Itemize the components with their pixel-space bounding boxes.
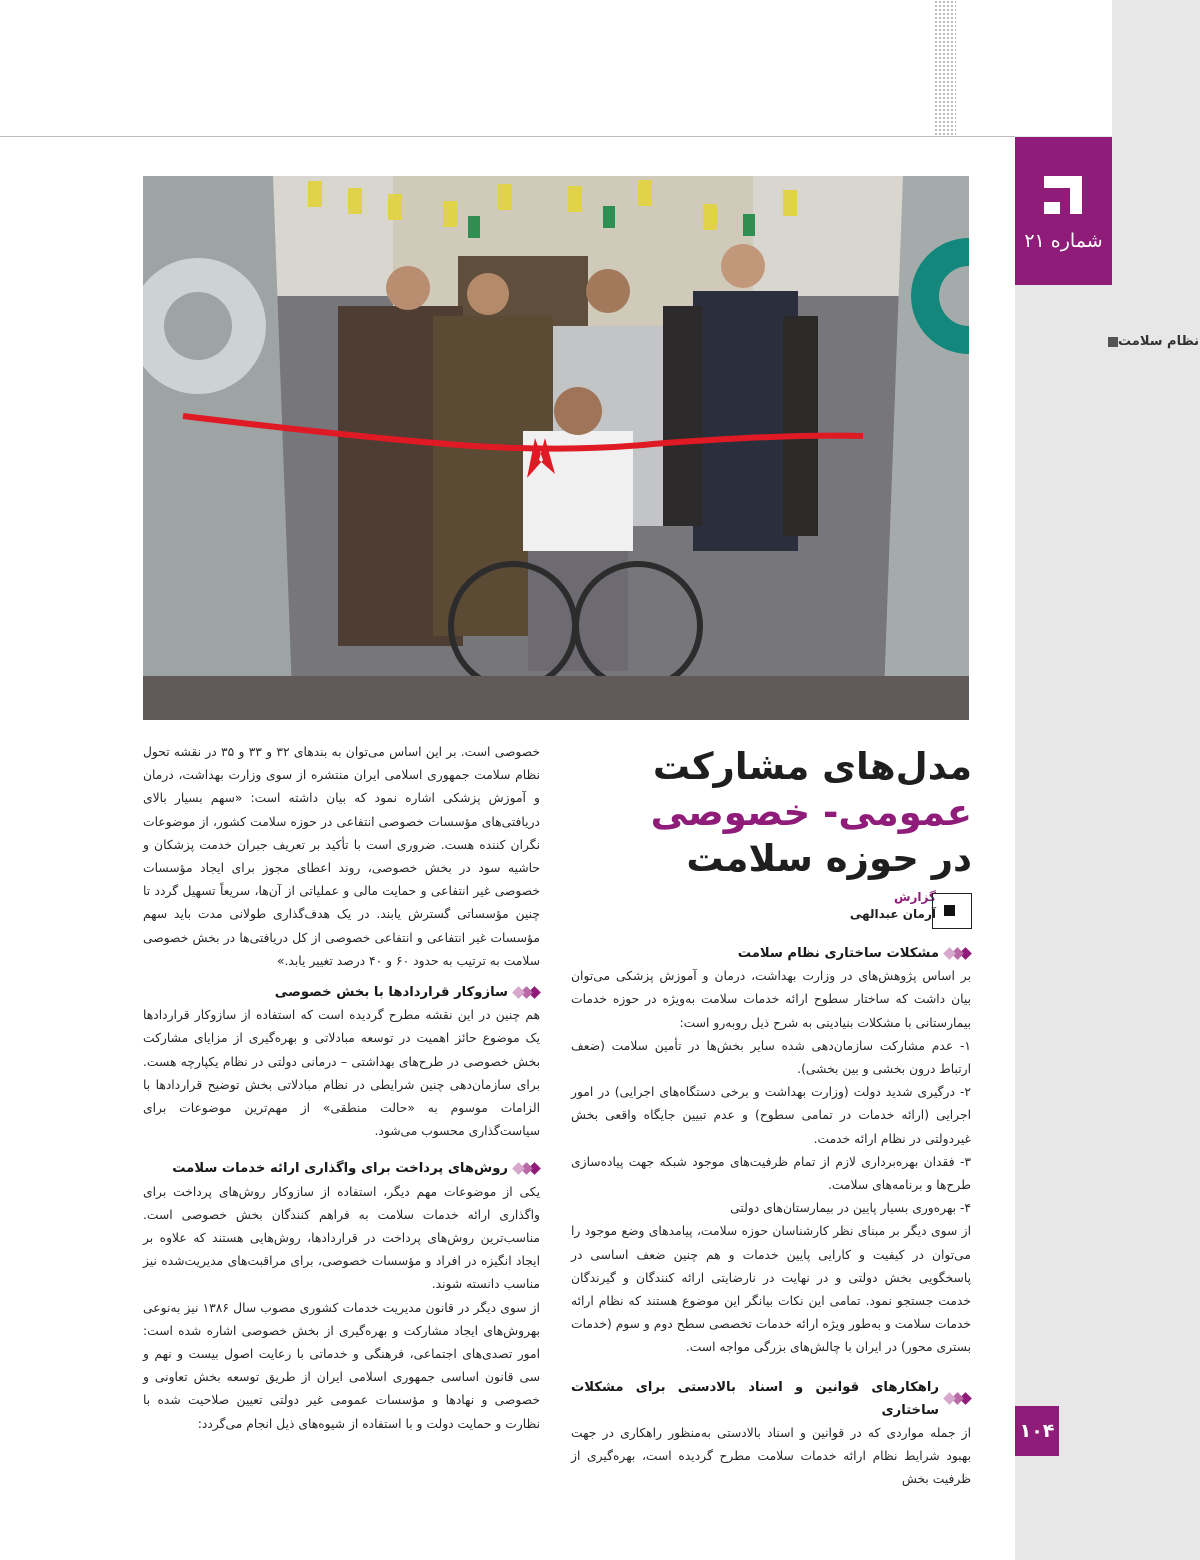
section-heading [571,1376,971,1422]
title-line-3: در حوزه سلامت [686,837,972,880]
diamond-bullet-icon [945,947,971,961]
body-paragraph: یکی از موضوعات مهم دیگر، استفاده از سازوکار روش‌های پرداخت برای واگذاری ارائه خدمات سلامت به فراهم کنندگان بخش خصوصی است. مناسب‌ترین روش‌های پرداخت در قراردادها، روش‌هایی هستند که علاوه بر ایجاد انگیزه در افراد و مؤسسات خصوصی، برای مراقبت‌های مدیریت‌شده نیز مناسب دانسته شوند. [143,1184,540,1292]
brand-corner [1015,0,1112,136]
list-item: ۳- فقدان بهره‌برداری لازم از تمام ظرفیت‌های موجود شبکه جهت پیاده‌سازی طرح‌ها و برنامه‌های سلامت. [571,1154,971,1193]
section-heading-text: راهکارهای قوانین و اسناد بالادستی برای مشکلات ساختاری [571,1379,939,1418]
diamond-bullet-icon [514,986,540,1000]
body-paragraph: از سوی دیگر در قانون مدیریت خدمات کشوری مصوب سال ۱۳۸۶ نیز به‌نوعی بهروش‌های ایجاد مشارکت و بهره‌گیری از بخش خصوصی اشاره شده است: امور تصدی‌های اجتماعی، فرهنگی و خدماتی با رعایت اصول بیست و نهم و سی قانون اساسی جمهوری اسلامی ایران از طریق توسعه بخش تعاونی و خصوصی و نهادها و مؤسسات عمومی غیر دولتی تعیین صلاحیت شده با نظارت و حمایت دولت و با استفاده از شیوه‌های ذیل انجام می‌گردد: [143,1300,540,1431]
square-bullet-icon [944,905,955,916]
body-paragraph: از سوی دیگر بر مبنای نظر کارشناسان حوزه سلامت، پیامدهای وضع موجود را می‌توان در کیفیت و کارایی پایین خدمات و هم چنین ضعف اساسی در پاسخگویی بخش دولتی و در نهایت در نارضایتی ارائه کنندگان و گیرندگان خدمت جستجو نمود. تمامی این نکات بیانگر این موضوع هستند که نظام ارائه خدمات سلامت و به‌طور ویژه ارائه خدمات تخصصی سطح دوم و سوم (خدمات بستری محور) در ایران با چالش‌های بزرگی مواجه است. [571,1224,971,1355]
body-paragraph: هم چنین در این نقشه مطرح گردیده است که استفاده از سازوکار قراردادها یک موضوع حائز اهمیت در توسعه مبادلاتی و بهره‌گیری از مزایای مشارکت بخش خصوصی در طرح‌های بهداشتی – درمانی دولتی در نظام یکپارچه هست. برای سازمان‌دهی چنین شرایطی در نظام مبادلاتی بخش توضیح قراردادها با الزامات موسوم به «حالت منطقی» از مهم‌ترین موضوعات برای سیاست‌گذاری محسوب می‌شود. [143,1008,540,1139]
byline [850,890,936,921]
page-number: ۱۰۴ [1015,1406,1059,1456]
diamond-bullet-icon [514,1162,540,1176]
article-kind: گزارش [893,890,936,904]
body-paragraph: از جمله مواردی که در قوانین و اسناد بالادستی به‌منظور راهکاری در جهت بهبود شرایط نظام ارائه خدمات سلامت مطرح گردیده است، بهره‌گیری از ظرفیت بخش [571,1426,971,1487]
top-rule [0,136,1015,137]
article-title [572,744,972,882]
section-heading-text: مشکلات ساختاری نظام سلامت [737,946,939,961]
issue-number: شماره ۲۱ [1024,230,1103,252]
dotted-ornament [934,0,956,136]
section-heading [143,981,540,1004]
author-name: آرمان عبدالهی [849,907,936,921]
body-paragraph: بر اساس پژوهش‌های در وزارت بهداشت، درمان و آموزش پزشکی می‌توان بیان داشت که ساختار سطوح ارائه خدمات سلامت به‌ویژه در حوزه خدمات بیمارستانی با مشکلات بنیادینی به شرح ذیل روبه‌رو است: [571,969,971,1030]
list-item: ۴- بهره‌وری بسیار پایین در بیمارستان‌های دولتی [730,1201,971,1216]
section-heading [571,942,971,965]
byline-box [932,893,972,929]
section-label-text: نظام سلامت [1118,334,1199,349]
diamond-bullet-icon [945,1392,971,1406]
list-item: ۲- درگیری شدید دولت (وزارت بهداشت و برخی دستگاه‌های اجرایی) در امور اجرایی (ارائه خدمات در تمامی سطوح) و عدم تبیین جایگاه واقعی بخش غیردولتی در نظام ارائه خدمت. [571,1085,971,1146]
section-label [1102,334,1199,349]
right-column [571,942,971,1492]
left-column [143,741,540,1436]
intro-paragraph: خصوصی است. بر این اساس می‌توان به بندهای ۳۲ و ۳۳ و ۳۵ در نقشه تحول نظام سلامت جمهوری اسلامی ایران منتشره از سوی وزارت بهداشت، درمان و آموزش پزشکی اشاره نمود که بیان داشته است: «سهم بسیار بالای دریافتی‌های مؤسسات خصوصی انتفاعی در حوزه سلامت کشور، از موضوعات نگران کننده هست. ضروری است با تأکید بر تعریف جبران خدمت پزشکان و حاشیه سود در بخش خصوصی، روند اعطای مجوز برای ایجاد مؤسسات خصوصی غیر انتفاعی و حمایت مالی و عملیاتی از آن‌ها، سریعاً تسهیل گردد تا چنین مؤسساتی گسترش یابند. در یک هدف‌گذاری طولانی مدت باید سهم مؤسسات غیر انتفاعی و انتفاعی خصوصی از کل دریافتی‌ها در بخش خصوصی سلامت به ترتیب به حدود ۶۰ و ۴۰ درصد تغییر یابد.» [143,745,541,968]
ribbon-cutting-photo [143,176,969,720]
magazine-logo-icon [1040,172,1086,218]
title-line-2: عمومی- خصوصی [650,791,972,834]
list-item: ۱- عدم مشارکت سازمان‌دهی شده سایر بخش‌ها در تأمین سلامت (ضعف ارتباط درون بخشی و بین بخشی). [571,1038,971,1077]
square-bullet-icon [1108,337,1118,347]
section-heading-text: روش‌های پرداخت برای واگذاری ارائه خدمات سلامت [172,1161,508,1177]
section-heading [143,1157,540,1180]
title-line-1: مدل‌های مشارکت [652,745,972,788]
section-heading-text: سازوکار قراردادها با بخش خصوصی [274,985,508,1001]
